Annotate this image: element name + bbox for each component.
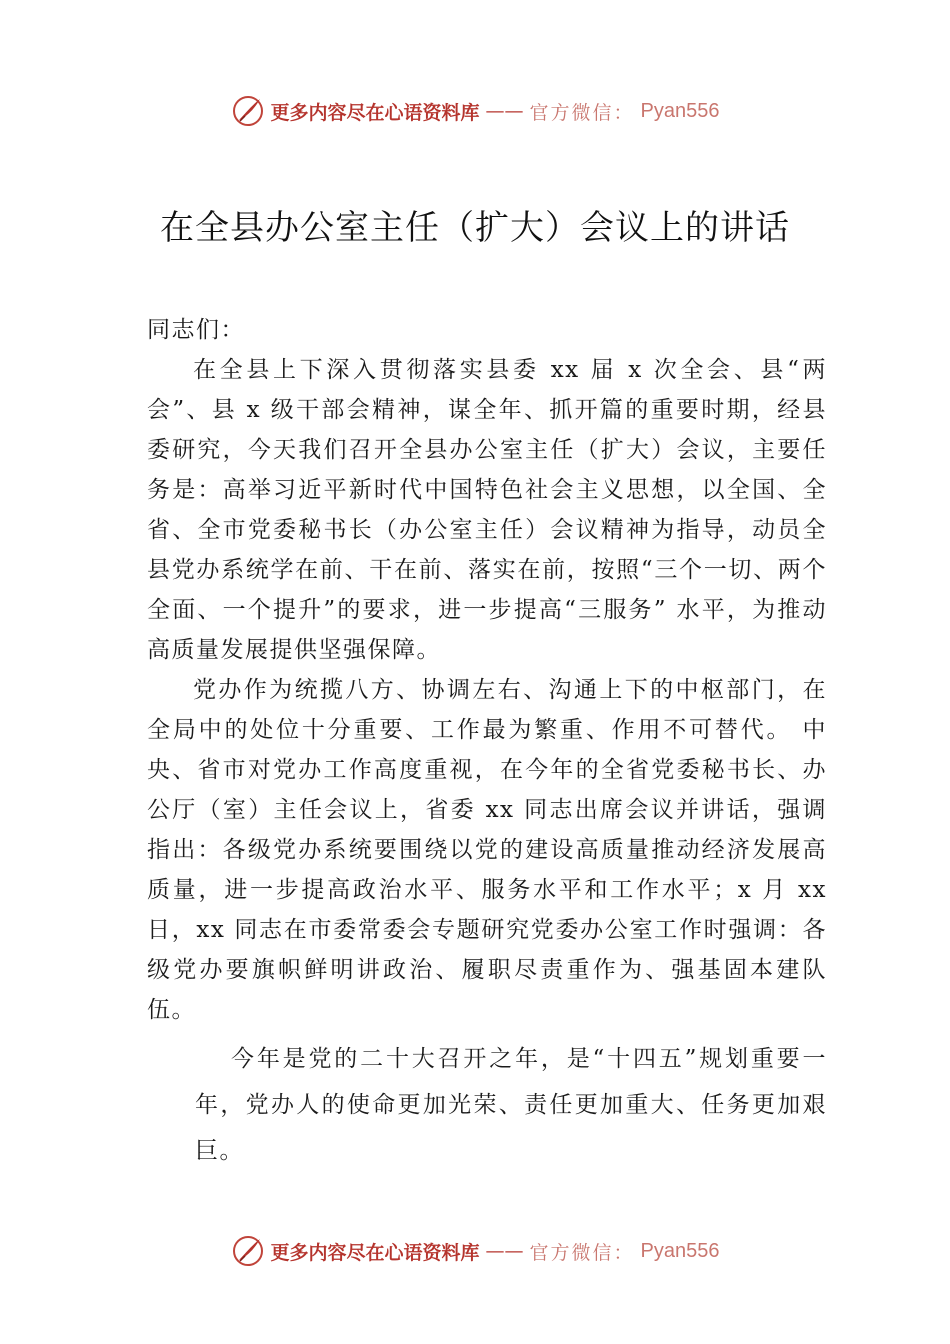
banner-brand-text: 更多内容尽在心语资料库 <box>270 1241 480 1264</box>
paragraph-1: 在全县上下深入贯彻落实县委 xx 届 x 次全会、县“两会”、县 x 级干部会精神，谋全年、抓开篇的重要时期，经县委研究，今天我们召开全县办公室主任（扩大）会议，主要任务是：高举习近平新时代中国特色社会主义思想，以全国、全省、全市党委秘书长（办公室主任）会议精神为指导，动员全县党办系统学在前、干在前、落实在前，按照“三个一切、两个全面、一个提升”的要求，进一步提高“三服务” 水平，为推动高质量发展提供坚强保障。 <box>147 357 827 663</box>
banner-wechat-id: Pyan556 <box>640 1239 720 1262</box>
document-body <box>147 310 827 1174</box>
document-title: 在全县办公室主任（扩大）会议上的讲话 <box>160 208 790 248</box>
banner-dash: —— <box>485 100 524 122</box>
quill-logo-icon <box>231 1234 265 1268</box>
salutation: 同志们： <box>147 317 245 343</box>
banner-brand-text: 更多内容尽在心语资料库 <box>270 101 480 124</box>
quill-logo-icon <box>231 94 265 128</box>
banner-wechat-label: 官方微信： <box>529 1241 635 1264</box>
banner-wechat-id: Pyan556 <box>640 99 720 122</box>
footer-banner <box>0 1234 950 1268</box>
banner-wechat-label: 官方微信： <box>529 101 635 124</box>
paragraph-2: 党办作为统揽八方、协调左右、沟通上下的中枢部门，在全局中的处位十分重要、工作最为繁重、作用不可替代。 中央、省市对党办工作高度重视，在今年的全省党委秘书长、办公厅（室）主任会议上，省委 xx 同志出席会议并讲话，强调指出：各级党办系统要围绕以党的建设高质量推动经济发展高质量，进一步提高政治水平、服务水平和工作水平；x 月 xx 日，xx 同志在市委常委会专题研究党委办公室工作时强调：各级党办要旗帜鲜明讲政治、履职尽责重作为、强基固本建队伍。 <box>147 677 827 1023</box>
paragraph-3: 今年是党的二十大召开之年，是“十四五”规划重要一年，党办人的使命更加光荣、责任更加重大、任务更加艰巨。 <box>195 1046 827 1164</box>
banner-dash: —— <box>485 1240 524 1262</box>
header-banner <box>0 94 950 128</box>
